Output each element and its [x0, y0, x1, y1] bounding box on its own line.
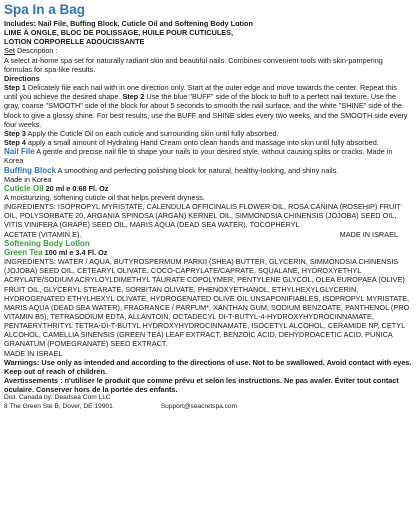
avertissements-text: Avertissements : n'utiliser le produit que comme prévu et selon les instructions. Ne pas avaler. Éviter tout contact oculaire. Conserver hors de la portée des enfants.	[4, 376, 399, 395]
step-4-text: apply a small amount of Hydrating Hand Cream onto clean hands and massage into skin until fully absorbed.	[25, 138, 379, 148]
address-spacer	[113, 403, 161, 412]
green-tea-size: 100 ml e 3.4 Fl. Oz	[42, 247, 108, 257]
step-3-text: Apply the Cuticle Oil on each cuticle and surrounding skin until fully absorbed.	[25, 128, 279, 138]
support-email: Support@seacretspa.com	[160, 403, 238, 410]
warnings-text: Warnings: Use only as intended and according to the directions of use. Not to be swallowed. Avoid contact with eyes. Keep out of reach of children.	[4, 357, 412, 376]
buffing-block-made-in: Made in Korea	[4, 174, 52, 184]
directions-steps-1-2	[4, 83, 412, 129]
set-label: Set	[4, 46, 15, 56]
includes-french-line-2: LOTION CORPORELLE ADOUCISSANTE	[4, 37, 145, 47]
nail-file-section	[4, 147, 412, 165]
cuticle-oil-label: Cuticle Oil	[4, 183, 44, 193]
directions-step-4	[4, 138, 412, 147]
buffing-block-section	[4, 166, 412, 175]
distributor-address: 8 The Green Ste B, Dover, DE 19901	[4, 403, 113, 410]
nail-file-text: A gentle and precise nail file to shape your nails to your desired style, without causing splits or cracks. Made in Korea	[4, 147, 393, 166]
cuticle-oil-ingredients-last: ACETATE (VITAMIN E).	[4, 229, 82, 239]
cuticle-oil-heading	[4, 184, 412, 193]
cuticle-oil-ingredients: INGREDIENTS: ISOPROPYL MYRISTATE, CALENDULA OFFICINALIS FLOWER OIL, ROSA CANINA (ROSEHIP) FRUIT OIL, POLYSORBATE 20, ARGANIA SPINOSA (ARGAN) KERNEL OIL, SIMMONDSIA CHINENSIS (JOJOBA) SEED OIL, VITIS VINIFERA (GRAPE) SEED OIL, MARIS AQUA (DEAD SEA WATER), TOCOPHERYL	[4, 202, 401, 230]
address-line	[4, 403, 412, 412]
set-description-label-rest: Description :	[14, 46, 58, 56]
distributor-line: Dist. Canada by: Deadsea Com LLC	[4, 394, 111, 402]
nail-file-label: Nail File	[4, 147, 35, 157]
step-3-label: Step 3	[4, 128, 26, 138]
step-4-label: Step 4	[4, 138, 26, 148]
cuticle-oil-ingredients-end	[4, 230, 412, 239]
buffing-block-label: Buffing Block	[4, 165, 56, 175]
body-lotion-ingredients: INGREDIENTS: WATER / AQUA, BUTYROSPERMUM PARKII (SHEA) BUTTER, GLYCERIN, SIMMONDSIA CHINENSIS (JOJOBA) SEED OIL, CETEARYL OLIVATE, COCO-CAPRYLATE/CAPRATE, SQUALANE, HYDROXYETHYL ACRYLATE/SODIUM ACRYLOYLDIMETHYL TAURATE COPOLYMER, PENTYLENE GLYCOL, OLEA EUROPAEA (OLIVE) FRUIT OIL, GLYCERYL STEARATE, SORBITAN OLIVATE, PHENOXYETHANOL, ETHYLHEXYLGLYCERIN, HYDROGENATED ETHYLHEXYL OLIVATE, HYDROGENATED OLIVE OIL UNSAPONIFIABLES, ISOPROPYL MYRISTATE, MARIS AQUA (DEAD SEA WATER), FRAGRANCE / PARFUM*, XANTHAN GUM, SODIUM BENZOATE, PANTHENOL (PRO VITAMIN B5), TETRASODIUM EDTA, ALLANTOIN, OCTADECYL DI-T-BUTYL-4-HYDROXYHYDROCINNAMATE, PENTAERYTHRITYL TETRA-DI-T-BUTYL HYDROXYHYDROCINNAMATE, ISOCETYL ALCOHOL, CERAMIDE NP, CETYL ALCOHOL, CAMELLIA SINENSIS (GREEN TEA) LEAF EXTRACT, BENZOIC ACID, DEHYDROACETIC ACID, PUNICA GRANATUM (POMEGRANATE) SEED EXTRACT.	[4, 257, 410, 349]
directions-heading: Directions	[4, 73, 40, 83]
cuticle-oil-size: 20 ml e 0.68 Fl. Oz	[43, 183, 109, 193]
step-1-text: Delicately file each nail with in one direction only. Start at the outer edge and move towards the center. Repeat this until you achieve the desired shape.	[4, 83, 397, 102]
cuticle-oil-description: A moisturizing, softening cuticle oil that helps prevent dryness.	[4, 192, 205, 202]
green-tea-label: Green Tea	[4, 247, 43, 257]
includes-french-line-1: LIME À ONGLE, BLOC DE POLISSAGE, HUILE POUR CUTICULES,	[4, 28, 234, 38]
buffing-block-text: A smoothing and perfecting polishing block for natural, healthy-looking, and shiny nails.	[56, 165, 339, 175]
step-2-text: Use the blue "BUFF" side of the block to buff to a perfect nail texture. Use the gray, coarse "SMOOTH" side of the block for about 5 seconds to smooth the nail surface, and the white "SHINE" side of the block to give a glossy shine. For best results, use the BUFF and SHINE sides every two weeks, and the SMOOTH side every four weeks.	[4, 92, 408, 129]
directions-step-3	[4, 129, 412, 138]
page-title: Spa In a Bag	[4, 2, 86, 17]
body-lotion-label: Softening Body Lotion	[4, 238, 90, 248]
green-tea-heading	[4, 248, 412, 257]
cuticle-oil-made-in: MADE IN ISRAEL	[339, 229, 398, 239]
set-description-text: A select at-home spa set for naturally radiant skin and beautiful nails. Combines convenient tools with skin-pampering formulas for spa-like results.	[4, 55, 383, 74]
body-lotion-made-in: MADE IN ISRAEL	[4, 348, 63, 358]
step-2-label: Step 2	[122, 92, 145, 102]
includes-line: Includes: Nail File, Buffing Block, Cuticle Oil and Softening Body Lotion	[4, 19, 253, 28]
body-lotion-heading	[4, 239, 412, 248]
set-description-heading	[4, 46, 412, 55]
step-1-label: Step 1	[4, 83, 26, 93]
